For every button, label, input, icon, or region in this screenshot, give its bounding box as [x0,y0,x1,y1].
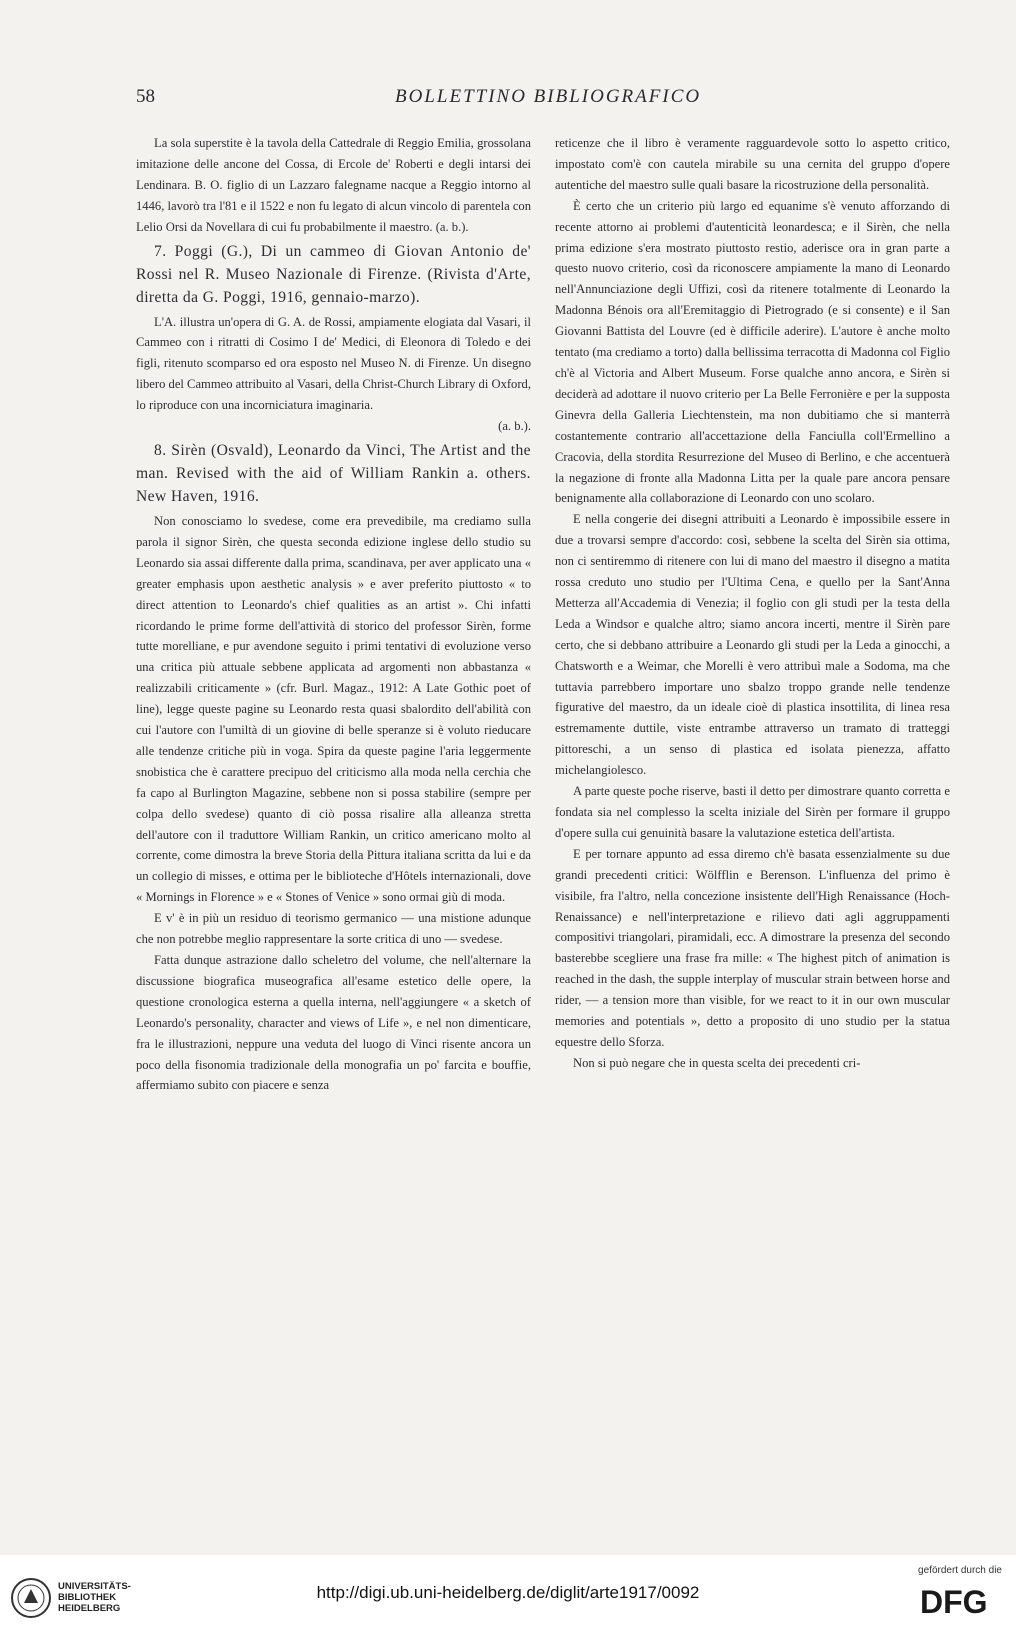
paragraph: L'A. illustra un'opera di G. A. de Rossi, ampiamente elogiata dal Vasari, il Cammeo con i ritratti di Cosimo I de' Medici, di Eleonora di Toledo e dei figli, ritenuto scomparso ed ora esposto nel Museo N. di Firenze. Un disegno libero del Cammeo attribuito al Vasari, della Christ-Church Library di Oxford, lo riproduce con una incorniciatura imaginaria. [136,314,531,413]
page-header [0,86,1016,110]
page-number: 58 [136,86,155,107]
bibliographic-entry: 8. Sirèn (Osvald), Leonardo da Vinci, The Artist and the man. Revised with the aid of William Rankin a. others. New Haven, 1916. [136,441,531,505]
paragraph: Non si può negare che in questa scelta dei precedenti cri- [573,1055,861,1070]
dfg-logo-icon [920,1585,1004,1617]
paragraph: La sola superstite è la tavola della Cattedrale di Reggio Emilia, grossolana imitazione delle ancone del Cossa, di Ercole de' Roberti e degli intarsi dei Lendinara. B. O. figlio di un Lazzaro falegname nacque a Reggio intorno al 1446, lavorò tra l'81 e il 1522 e non fu legato di alcun vincolo di parentela con Lelio Orsi da Novellara di cui fu probabilmente il maestro. (a. b.). [136,136,532,234]
left-column [136,133,531,1096]
running-title: BOLLETTINO BIBLIOGRAFICO [395,86,702,107]
paragraph: E v' è in più un residuo di teorismo germanico — una mistione adunque che non potrebbe meglio rappresentare la sorte critica di uno — svedese. [136,911,531,947]
paragraph: E per tornare appunto ad essa diremo ch'è basata essenzialmente su due grandi precedenti critici: Wölfflin e Berenson. L'influenza del primo è visibile, fra l'altro, nella concezione insistente dell'High Renaissance (Hoch-Renaissance) e nell'interpretazione e rilievo dati agli aggruppamenti compositivi triangolari, piramidali, ecc. A dimostrare la presenza del secondo basterebbe scegliere una frase fra mille: « The highest pitch of animation is reached in the dash, the supple interplay of muscular strain between horse and rider, — a tension more than visible, for we react to it in our own muscular memories and potentials », detto a proposito di uno studio per la statua equestre dello Sforza. [555,846,950,1049]
footer-bar [0,1555,1016,1634]
right-column [555,133,950,1074]
paragraph: A parte queste poche riserve, basti il detto per dimostrare quanto corretta e fondata sia nel complesso la scelta iniziale del Sirèn per formare il gruppo d'opere sulla cui genuinità basare la valutazione estetica dell'artista. [555,784,950,840]
paragraph: Non conosciamo lo svedese, come era prevedibile, ma crediamo sulla parola il signor Sirèn, che questa seconda edizione inglese dello studio su Leonardo sia assai differente dalla prima, scandinava, per aver applicato una « greater emphasis upon aesthetic analysis » e aver preferito piuttosto « to direct attention to Leonardo's chief qualities as an artist ». Chi infatti ricordando le prime forme dell'attività di storico del professor Sirèn, forme tutte morelliane, e pur avendone seguito i primi tentativi di evoluzione verso una critica più attuale sebbene applicata ad argomenti non abbastanza « realizzabili criticamente » (cfr. Burl. Magaz., 1912: A Late Gothic poet of line), legge queste pagine su Leonardo resta quasi sbalordito dell'abilità con cui l'autore con l'umiltà di un giovine di belle speranze si è voluto rieducare alle tendenze critiche più in voga. Spira da queste pagine l'aria leggermente snobistica che è carattere precipuo del criticismo alla moda nella cerchia che fa capo al Burlington Magazine, sebbene non si possa stabilire (sempre per colpa dello svedese) quanto di ciò possa risalire alla alleanza stretta dell'autore con il traduttore William Rankin, un critico americano molto al corrente, come dimostra la breve Storia della Pittura italiana scritta da lui e da un collegio di misses, e ottima per le biblioteche d'Hôtels internazionali, dove « Mornings in Florence » e « Stones of Venice » sono ormai giù di moda. [136,513,531,905]
paragraph: Fatta dunque astrazione dallo scheletro del volume, che nell'alternare la discussione biografica museografica all'esame estetico delle opere, la questione cronologica esterna a quella interna, nell'aggiungere « a sketch of Leonardo's personality, character and views of Life », e nel non dimenticare, fra le illustrazioni, neppure una veduta del luogo di Vinci risente ancora un poco della fisonomia tradizionale della monografia un po' farcita e bouffie, affermiamo subito con piacere e senza [136,953,531,1093]
paragraph: reticenze che il libro è veramente ragguardevole sotto lo aspetto critico, impostato com'è con cautela mirabile su una cernita del gruppo d'opere autentiche del maestro sulle quali basare la ricostruzione della personalità. [555,136,950,192]
bibliographic-entry: 7. Poggi (G.), Di un cammeo di Giovan Antonio de' Rossi nel R. Museo Nazionale di Firenze. (Rivista d'Arte, diretta da G. Poggi, 1916, gennaio-marzo). [136,242,531,306]
source-url-link[interactable]: http://digi.ub.uni-heidelberg.de/diglit/arte1917/0092 [316,1583,700,1602]
svg-text:DFG: DFG [920,1585,988,1617]
paragraph: E nella congerie dei disegni attribuiti a Leonardo è impossibile essere in due a trovarsi sempre d'accordo: così, sebbene la scelta del Sirèn sia ottima, non ci sentiremmo di ritenere con lui di mano del maestro il disegno a matita rossa creduto uno studio per l'Ultima Cena, e quello per la Sant'Anna Metterza all'Accademia di Venezia; il foglio con gli studi per la testa della Leda a Windsor e qualche altro; siamo ancora incerti, mentre il Sirèn pare certo, che si debbano attribuire a Leonardo gli studi per la Leda a ginocchi, a Chatsworth e a Weimar, che Morelli è vero attribuì male a Sodoma, ma che tuttavia parrebbero importare uno sbalzo troppo grande nelle tendenze figurative del maestro, da un ideale cioè di plastica insottilita, di linea resa estremamente duttile, viste entrambe attraverso un tramato di tratteggi pittoreschi, a un senso di plastica ed isolata pienezza, affatto michelangiolesco. [555,512,950,778]
library-name: UNIVERSITÄTS- BIBLIOTHEK HEIDELBERG [58,1581,131,1614]
author-initials: (a. b.). [498,419,531,434]
funded-by-label: gefördert durch die [918,1565,1002,1576]
paragraph: È certo che un criterio più largo ed equanime s'è venuto afforzando di recente attorno ai problemi d'autenticità leonardesca; e il Sirèn, che nella prima edizione s'era mostrato piuttosto restio, aderisce ora in gran parte a questo nuovo criterio, così da riconoscere ampiamente la mano di Leonardo nell'Annunciazione degli Uffizi, così da ritenere totalmente di Leonardo la Madonna Bénois ora all'Eremitaggio di Pietrogrado (e si consente) e il San Giovanni Battista del Louvre (ed è difficile aderire). L'autore è anche molto tentato (ma crediamo a torto) dalla bellissima terracotta di Madonna col Figlio ch'è al Victoria and Albert Museum. Forse qualche anno ancora, e Sirèn si deciderà ad adottare il nuovo criterio per La Belle Ferronière e per la supposta Ginevra della Galleria Liechtenstein, ma non dubitiamo che si manterrà costantemente contrario all'accettazione della Fanciulla coll'Ermellino a Cracovia, della stordita Resurrezione del Museo di Berlino, e che accentuerà la negazione di fronte alla Madonna Litta per la quale pare ancora pensare benignamente alla collaborazione di Leonardo con uno scolaro. [555,198,950,506]
